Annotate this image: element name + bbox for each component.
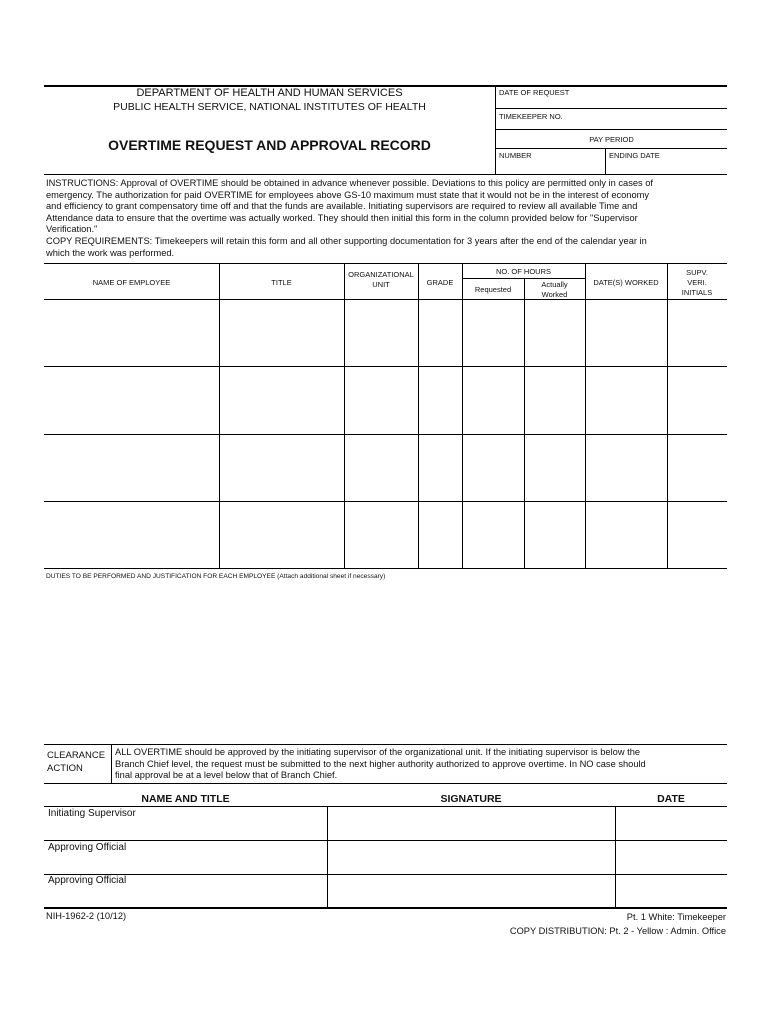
rule [44, 568, 727, 569]
table-row[interactable] [44, 435, 727, 501]
pay-period-number-field[interactable] [496, 149, 605, 174]
col-actually-line: Worked [541, 289, 568, 299]
timekeeper-no-field[interactable] [496, 109, 727, 129]
form-number: NIH-1962-2 (10/12) [46, 911, 127, 921]
number-label: NUMBER [499, 151, 532, 160]
pay-period-ending-date-field[interactable] [606, 149, 727, 174]
clearance-text-line: Branch Chief level, the request must be submitted to the next higher authority authorized to approve overtime. In NO case should [115, 758, 646, 769]
duties-label: DUTIES TO BE PERFORMED AND JUSTIFICATION FOR EACH EMPLOYEE (Attach additional sheet if necessary) [46, 573, 386, 580]
instructions-line: Attendance data to ensure that the overtime was actually worked. They should then initial this form in the column provided below for "Supervisor [46, 212, 638, 223]
col-org-unit [344, 270, 418, 290]
approving-official-signature-field[interactable] [328, 841, 615, 874]
col-actually-worked [524, 280, 585, 299]
date-of-request-field[interactable] [496, 86, 727, 108]
clearance-text-line: ALL OVERTIME should be approved by the initiating supervisor of the organizational unit. If the initiating supervisor is below the [115, 747, 641, 757]
clearance-text-line: final approval be at a level below that of Branch Chief. [115, 770, 338, 781]
approving-official-label: Approving Official [48, 842, 127, 853]
copy-requirements-line: which the work was performed. [46, 247, 175, 258]
date-of-request-label: DATE OF REQUEST [499, 88, 570, 97]
instructions-line: emergency. The authorization for paid OVERTIME for employees above GS-10 maximum must state that it would not be in the interest of economy [46, 189, 650, 200]
clearance-top-rule [44, 744, 727, 745]
approving-official-2-date-field[interactable] [616, 875, 727, 907]
table-row[interactable] [44, 367, 727, 434]
clearance-action-label [47, 749, 105, 775]
clearance-label-line: ACTION [47, 763, 83, 774]
name-and-title-header: NAME AND TITLE [141, 793, 230, 805]
instructions [46, 178, 653, 259]
col-supv-line: INITIALS [681, 288, 713, 297]
rule [496, 129, 727, 130]
department-line-2: PUBLIC HEALTH SERVICE, NATIONAL INSTITUTES OF HEALTH [113, 101, 426, 113]
signature-header: SIGNATURE [440, 793, 502, 805]
col-org-unit-line: UNIT [372, 280, 390, 289]
instructions-line: Verification." [46, 224, 98, 235]
approving-official-label: Approving Official [48, 875, 127, 886]
copy-requirements-line: COPY REQUIREMENTS: Timekeepers will retain this form and all other supporting documentation for 3 years after the end of the calendar year in [46, 235, 647, 246]
clearance-label-line: CLEARANCE [47, 750, 106, 761]
instructions-line: INSTRUCTIONS: Approval of OVERTIME should be obtained in advance whenever possible. Deviations to this policy are permitted only in cases of [46, 178, 654, 188]
initiating-supervisor-name-field[interactable] [44, 807, 327, 840]
signature-bottom-rule [44, 907, 727, 909]
approving-official-name-field[interactable] [44, 841, 327, 874]
rule [111, 745, 112, 783]
col-requested: Requested [474, 285, 512, 294]
rule [462, 278, 585, 279]
approving-official-2-signature-field[interactable] [328, 875, 615, 907]
initiating-supervisor-label: Initiating Supervisor [48, 808, 136, 819]
col-no-of-hours: NO. OF HOURS [495, 267, 551, 276]
table-row[interactable] [44, 300, 727, 366]
col-grade: GRADE [426, 278, 454, 287]
col-supv-line: VERI. [687, 278, 707, 287]
form-title: OVERTIME REQUEST AND APPROVAL RECORD [108, 137, 431, 153]
col-title: TITLE [271, 278, 292, 287]
copy-distribution-line-2: COPY DISTRIBUTION: Pt. 2 - Yellow : Admin. Office [509, 926, 726, 936]
department-line-1: DEPARTMENT OF HEALTH AND HUMAN SERVICES [136, 87, 403, 99]
table-top-rule [44, 263, 727, 264]
initiating-supervisor-signature-field[interactable] [328, 807, 615, 840]
timekeeper-no-label: TIMEKEEPER NO. [499, 112, 563, 121]
pay-period-label: PAY PERIOD [589, 135, 634, 144]
date-header: DATE [657, 793, 685, 805]
instructions-line: and efficiency to grant compensatory time off and that the funds are available. Initiating supervisors are required to review all available Time and [46, 201, 638, 212]
copy-distribution-line-1: Pt. 1 White: Timekeeper [626, 912, 726, 922]
approving-official-date-field[interactable] [616, 841, 727, 874]
col-dates-worked: DATE(S) WORKED [593, 278, 659, 287]
col-name-of-employee: NAME OF EMPLOYEE [92, 278, 171, 287]
duties-text-area[interactable] [44, 584, 727, 744]
rule [44, 783, 727, 784]
col-supv-initials [667, 268, 727, 298]
table-row[interactable] [44, 502, 727, 568]
clearance-text [115, 747, 646, 782]
rule [44, 174, 727, 175]
col-org-unit-line: ORGANIZATIONAL [348, 270, 414, 279]
approving-official-2-name-field[interactable] [44, 875, 327, 907]
col-actually-line: Actually [541, 280, 568, 289]
ending-date-label: ENDING DATE [609, 151, 660, 160]
initiating-supervisor-date-field[interactable] [616, 807, 727, 840]
col-supv-line: SUPV. [686, 268, 708, 277]
